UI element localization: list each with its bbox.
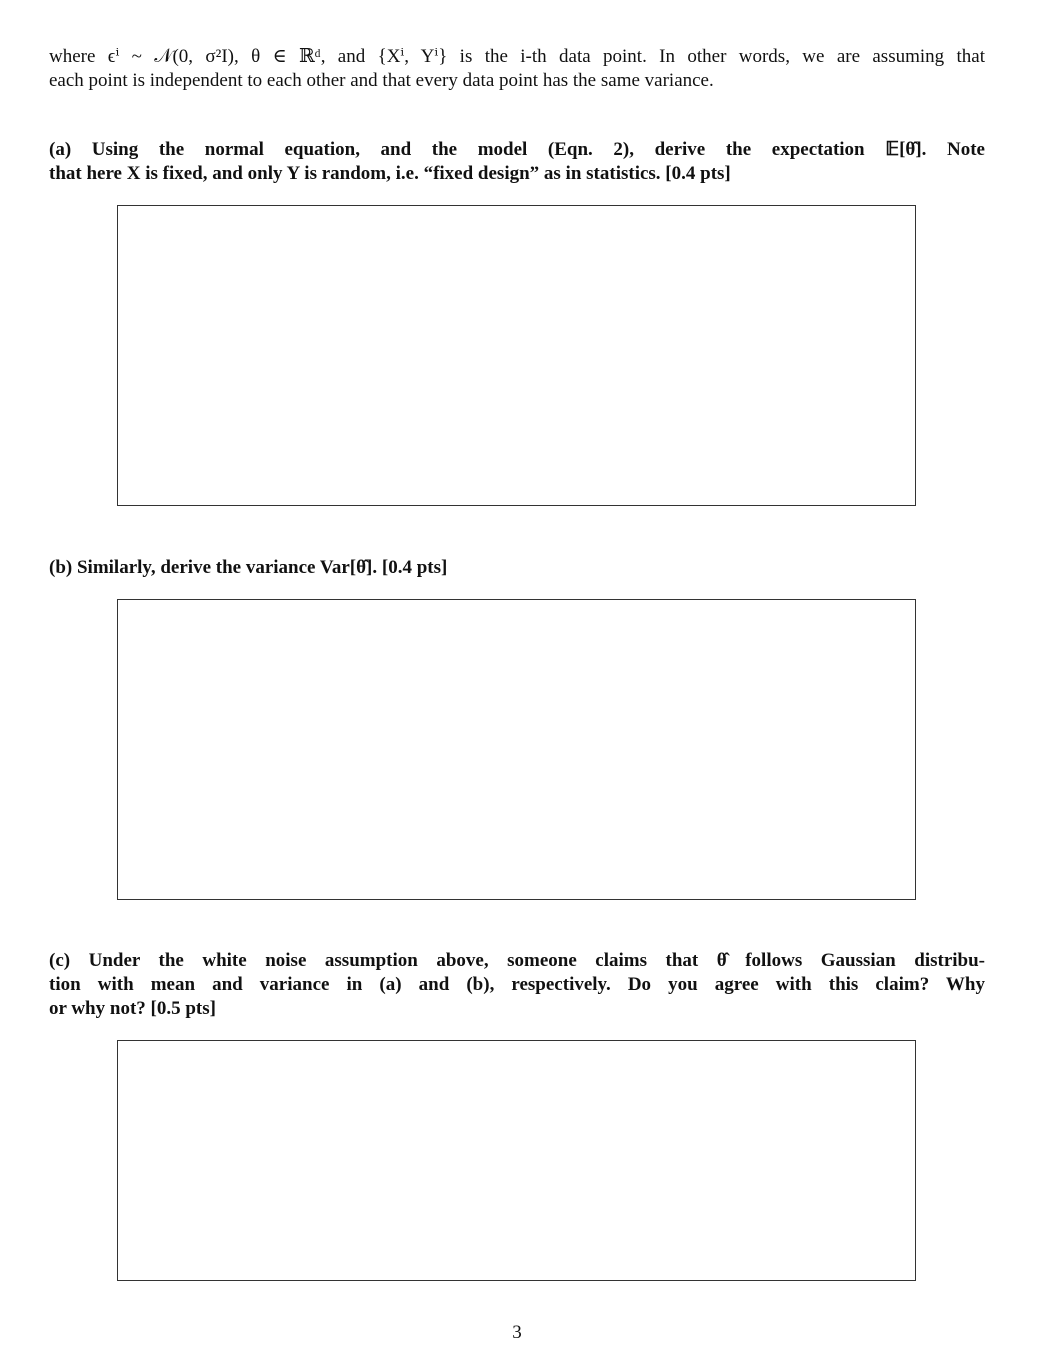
question-a-line-1: (a) Using the normal equation, and the model (Eqn. 2), derive the expectation 𝔼[θ̂]. Note [49,139,985,160]
question-c-line-3: or why not? [0.5 pts] [49,998,216,1019]
question-b-line-1: (b) Similarly, derive the variance Var[θ̂]. [0.4 pts] [49,557,448,578]
intro-paragraph [49,45,985,93]
intro-line-1: where ϵⁱ ~ 𝒩(0, σ²I), θ ∈ ℝᵈ, and {Xⁱ, Yⁱ} is the i-th data point. In other words, we are assuming that [49,46,985,67]
page-number: 3 [512,1322,522,1343]
question-b [49,556,985,580]
intro-line-2: each point is independent to each other and that every data point has the same variance. [49,70,714,91]
question-a-line-2: that here X is fixed, and only Y is random, i.e. “fixed design” as in statistics. [0.4 pts] [49,163,731,184]
question-c-line-1: (c) Under the white noise assumption above, someone claims that θ̂ follows Gaussian distribu- [49,950,985,971]
answer-box-a[interactable] [117,205,916,506]
answer-box-b[interactable] [117,599,916,900]
answer-box-c[interactable] [117,1040,916,1281]
question-c-line-2: tion with mean and variance in (a) and (b), respectively. Do you agree with this claim? Why [49,974,985,995]
question-c [49,949,985,1021]
question-a [49,138,985,186]
